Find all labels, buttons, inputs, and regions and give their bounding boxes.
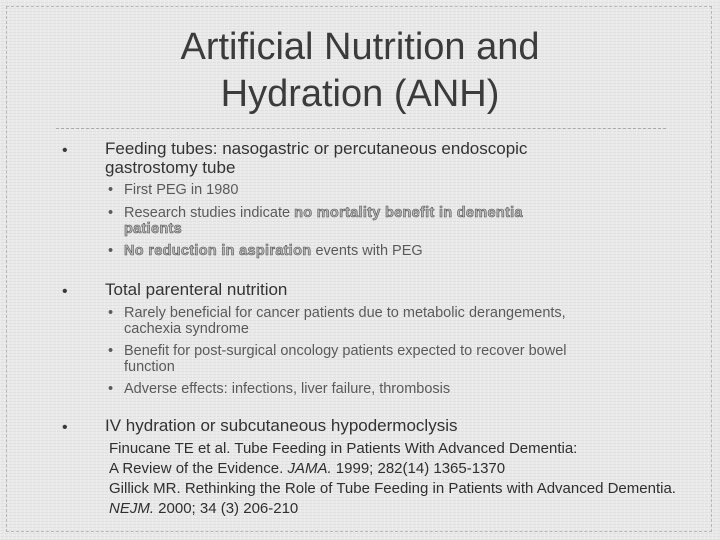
journal-name: JAMA. — [287, 460, 332, 477]
sub-bullet-icon: • — [108, 305, 114, 321]
reference-text: 2000; 34 (3) 206-210 — [154, 500, 299, 517]
bullet-icon: • — [62, 283, 68, 300]
sub-bullet-icon: • — [108, 343, 114, 359]
sub-bullet-icon: • — [108, 182, 114, 198]
bullet-iv-hydration: IV hydration or subcutaneous hypodermoclysis — [105, 416, 458, 435]
title-divider — [56, 128, 666, 129]
emphasis-text: No reduction in aspiration — [124, 243, 312, 259]
reference-text: A Review of the Evidence. — [109, 460, 288, 477]
sub-bullet-text: function — [124, 359, 175, 375]
bullet-icon: • — [62, 142, 68, 159]
bullet-tpn: Total parenteral nutrition — [105, 280, 288, 299]
journal-name: NEJM. — [109, 500, 154, 517]
bullet-icon: • — [62, 419, 68, 436]
sub-bullet-adverse-effects — [108, 381, 450, 397]
reference-line: Finucane TE et al. Tube Feeding in Patients With Advanced Dementia: — [109, 440, 578, 457]
emphasis-text: patients — [124, 221, 182, 237]
bullet-text-line-2: gastrostomy tube — [105, 158, 236, 177]
slide-title — [0, 24, 720, 118]
title-line-1: Artificial Nutrition and — [180, 26, 540, 68]
bullet-feeding-tubes — [105, 139, 527, 177]
title-line-2: Hydration (ANH) — [220, 73, 500, 115]
bullet-text-line-1: Feeding tubes: nasogastric or percutaneous endoscopic — [105, 139, 528, 158]
sub-bullet-text: Adverse effects: infections, liver failure, thrombosis — [124, 381, 451, 397]
emphasis-text: no mortality benefit in dementia — [294, 205, 523, 221]
sub-bullet-text: events with PEG — [311, 243, 423, 259]
sub-bullet-text: Research studies indicate — [124, 205, 295, 221]
sub-bullet-icon: • — [108, 205, 114, 221]
sub-bullet-icon: • — [108, 243, 114, 259]
sub-bullet-text: Rarely beneficial for cancer patients due to metabolic derangements, — [124, 305, 566, 321]
sub-bullet-post-surgical — [108, 343, 567, 375]
sub-bullet-aspiration — [108, 243, 423, 259]
sub-bullet-text: Benefit for post-surgical oncology patients expected to recover bowel — [124, 343, 567, 359]
sub-bullet-text: First PEG in 1980 — [124, 182, 239, 198]
reference-line: Gillick MR. Rethinking the Role of Tube Feeding in Patients with Advanced Dementia. — [109, 480, 676, 497]
sub-bullet-research — [108, 205, 523, 237]
reference-line — [109, 499, 676, 519]
reference-line — [109, 459, 676, 479]
sub-bullet-text: cachexia syndrome — [124, 321, 249, 337]
references — [109, 439, 676, 519]
reference-text: 1999; 282(14) 1365-1370 — [331, 460, 506, 477]
sub-bullet-rarely-beneficial — [108, 305, 566, 337]
sub-bullet-first-peg — [108, 182, 238, 198]
sub-bullet-icon: • — [108, 381, 114, 397]
